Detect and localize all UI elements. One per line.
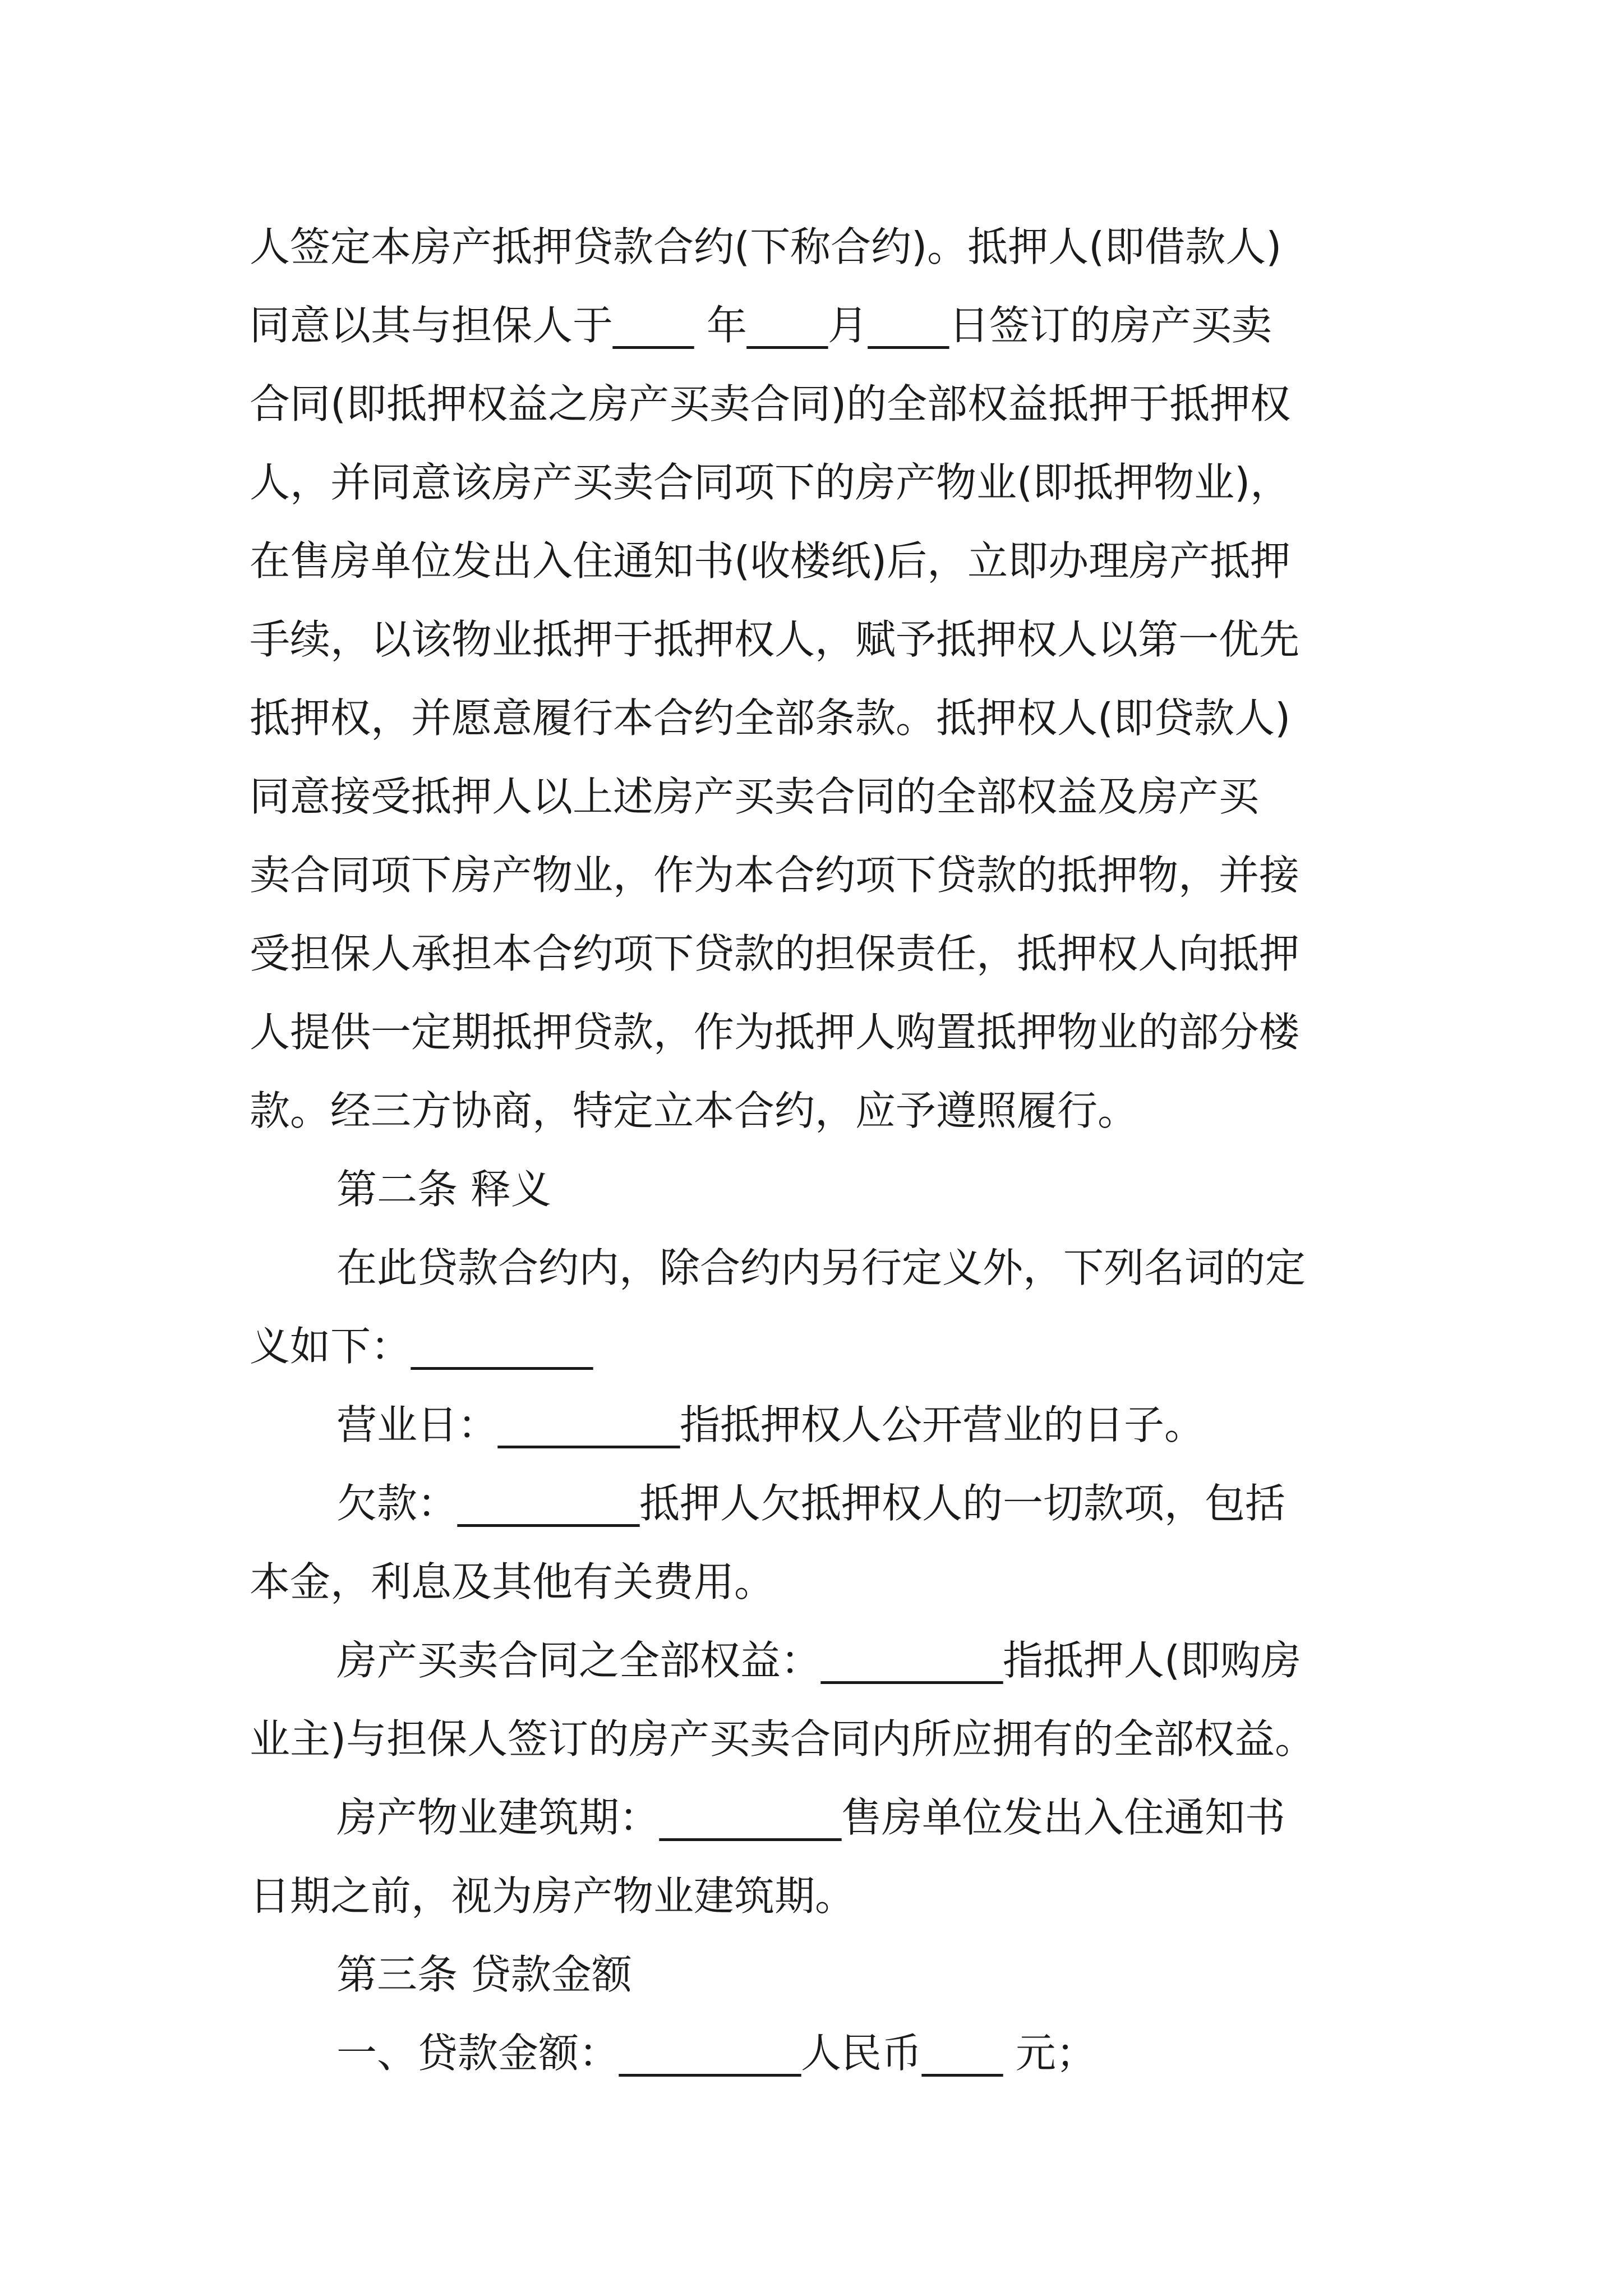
loan-amount-line: 一、贷款金额：_________人民币____ 元； (336, 2030, 1096, 2077)
paragraph-line: 人提供一定期抵押贷款，作为抵押人购置抵押物业的部分楼 (250, 1009, 1300, 1056)
paragraph-line: 在此贷款合约内，除合约内另行定义外，下列名词的定 (336, 1244, 1306, 1291)
paragraph-line: 在售房单位发出入住通知书(收楼纸)后，立即办理房产抵押 (250, 537, 1291, 585)
section-heading-3: 第三条 贷款金额 (336, 1951, 632, 1998)
section-heading-2: 第二条 释义 (336, 1166, 551, 1213)
definition-contract-rights: 房产买卖合同之全部权益：_________指抵押人(即购房 (336, 1637, 1302, 1684)
paragraph-line: 手续，以该物业抵押于抵押权人，赋予抵押权人以第一优先 (250, 616, 1300, 663)
paragraph-line: 义如下：_________ (250, 1323, 593, 1370)
paragraph-line: 业主)与担保人签订的房产买卖合同内所应拥有的全部权益。 (250, 1715, 1316, 1763)
paragraph-line: 人，并同意该房产买卖合同项下的房产物业(即抵押物业)， (250, 459, 1291, 506)
paragraph-line: 款。经三方协商，特定立本合约，应予遵照履行。 (250, 1087, 1138, 1134)
definition-construction-period: 房产物业建筑期：_________售房单位发出入住通知书 (336, 1794, 1286, 1841)
paragraph-line: 合同(即抵押权益之房产买卖合同)的全部权益抵押于抵押权 (250, 380, 1291, 427)
paragraph-line: 卖合同项下房产物业，作为本合约项下贷款的抵押物，并接 (250, 852, 1300, 899)
paragraph-line: 同意以其与担保人于____ 年____月____日签订的房产买卖 (250, 302, 1272, 349)
paragraph-line: 日期之前，视为房产物业建筑期。 (250, 1872, 856, 1920)
definition-debt: 欠款：_________抵押人欠抵押权人的一切款项，包括 (336, 1480, 1286, 1527)
paragraph-line: 抵押权，并愿意履行本合约全部条款。抵押权人(即贷款人) (250, 694, 1291, 742)
paragraph-line: 同意接受抵押人以上述房产买卖合同的全部权益及房产买 (250, 773, 1260, 820)
paragraph-line: 人签定本房产抵押贷款合约(下称合约)。抵押人(即借款人) (250, 223, 1282, 270)
paragraph-line: 受担保人承担本合约项下贷款的担保责任，抵押权人向抵押 (250, 930, 1300, 977)
paragraph-line: 本金，利息及其他有关费用。 (250, 1558, 775, 1605)
definition-business-day: 营业日：_________指抵押权人公开营业的日子。 (336, 1401, 1205, 1448)
